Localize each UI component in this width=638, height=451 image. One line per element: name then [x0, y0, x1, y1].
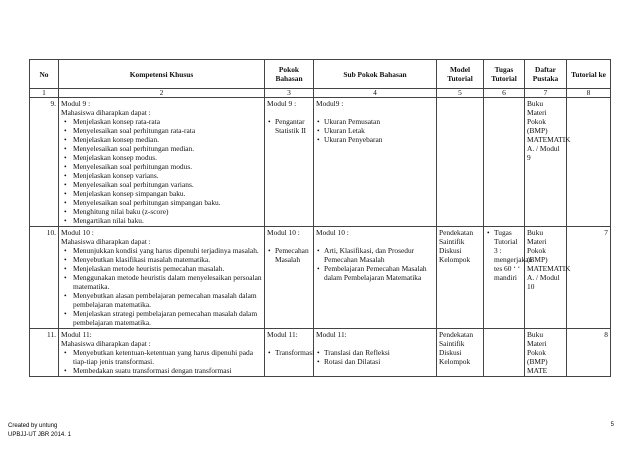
list-item: • Ukuran Penyebaran: [324, 135, 434, 144]
pokok-bahasan-cell: [265, 329, 314, 377]
index-row: [30, 89, 611, 98]
module-title: Modul 9 :: [267, 99, 297, 108]
list-item: • Menyelesaikan soal perhitungan modus.: [73, 162, 262, 171]
list-item: • Menyelesaikan soal perhitungan rata-rata: [73, 126, 262, 135]
header-no: No: [30, 60, 59, 89]
list-item: • Menyebutkan alasan pembelajaran pemecahan masalah dalam pembelajaran matematika.: [73, 291, 262, 309]
index-cell: 1: [30, 89, 59, 98]
sub-pokok-list: [316, 348, 434, 366]
tugas-list: [486, 228, 533, 282]
index-cell: 3: [265, 89, 314, 98]
module-intro: Mahasiswa diharapkan dapat :: [61, 237, 151, 246]
list-item: • Menyebutkan ketentuan-ketentuan yang harus dipenuhi pada tiap-tiap jenis transformasi.: [73, 348, 262, 366]
row-number: 10.: [30, 227, 59, 329]
pokok-bahasan-list: [267, 117, 311, 135]
module-intro: Mahasiswa diharapkan dapat :: [61, 339, 151, 348]
list-item: • Menjelaskan konsep simpangan baku.: [73, 189, 262, 198]
list-item: • Menunjukkan kondisi yang harus dipenuhi terjadinya masalah.: [73, 246, 262, 255]
tugas-cell: [484, 98, 525, 227]
list-item: • Menyebutkan klasifikasi masalah matematika.: [73, 255, 262, 264]
model-cell: [437, 98, 484, 227]
pustaka-cell: Buku Materi Pokok (BMP) MATEMATIK A. / Modul 9: [525, 98, 567, 227]
footer-author: Created by untung: [8, 423, 58, 429]
index-cell: 7: [525, 89, 567, 98]
list-item: • Menjelaskan strategi pembelajaran pemecahan masalah dalam pembelajaran matematika.: [73, 309, 262, 327]
pokok-bahasan-cell: [265, 98, 314, 227]
model-cell: Pendekatan Saintifik Diskusi Kelompok: [437, 329, 484, 377]
list-item: • Menyelesaikan soal perhitungan varians.: [73, 180, 262, 189]
list-item: • Arti, Klasifikasi, dan Prosedur Pemecahan Masalah: [324, 246, 434, 264]
header-row: [30, 60, 611, 89]
list-item: • Menjelaskan konsep rata-rata: [73, 117, 262, 126]
module-title: Modul 9 :: [61, 99, 91, 108]
header-pokok-bahasan: Pokok Bahasan: [265, 60, 314, 89]
list-item: • Translasi dan Refleksi: [324, 348, 434, 357]
tutorial-ke-cell: 8: [567, 329, 611, 377]
header-kompetensi: Kompetensi Khusus: [59, 60, 265, 89]
list-item: • Menyelesaikan soal perhitungan simpangan baku.: [73, 198, 262, 207]
list-item: • Ukuran Pemusatan: [324, 117, 434, 126]
sub-pokok-list: [316, 246, 434, 282]
list-item: • Menjelaskan konsep modus.: [73, 153, 262, 162]
header-tutorial-ke: Tutorial ke: [567, 60, 611, 89]
list-item: • Pengantar Statistik II: [275, 117, 311, 135]
table-row: [30, 329, 611, 377]
module-title: Modul 10 :: [267, 228, 300, 237]
module-title: Modul 11:: [267, 330, 298, 339]
kompetensi-cell: [59, 227, 265, 329]
tugas-cell: [484, 329, 525, 377]
list-item: • Menjelaskan konsep median.: [73, 135, 262, 144]
list-item: • Membedakan suatu transformasi dengan transformasi: [73, 366, 262, 375]
index-cell: 2: [59, 89, 265, 98]
row-number: 9.: [30, 98, 59, 227]
kompetensi-list: [61, 348, 262, 375]
table-row: [30, 227, 611, 329]
module-intro: Mahasiswa diharapkan dapat :: [61, 108, 151, 117]
index-cell: 5: [437, 89, 484, 98]
pustaka-cell: Buku Materi Pokok (BMP) MATEMATIK A. / Modul 10: [525, 227, 567, 329]
module-title: Modul 10 :: [316, 228, 349, 237]
list-item: • Menjelaskan konsep varians.: [73, 171, 262, 180]
row-number: 11.: [30, 329, 59, 377]
kompetensi-cell: [59, 98, 265, 227]
pokok-bahasan-list: [267, 348, 315, 357]
list-item: • Pembelajaran Pemecahan Masalah dalam Pembelajaran Matematika: [324, 264, 434, 282]
module-title: Modul 10 :: [61, 228, 94, 237]
header-sub-pokok-bahasan: Sub Pokok Bahasan: [314, 60, 437, 89]
list-item: • Menghitung nilai baku (z-score): [73, 207, 262, 216]
module-title: Modul 11:: [316, 330, 347, 339]
pokok-bahasan-cell: [265, 227, 314, 329]
page-number: 5: [610, 422, 614, 428]
kompetensi-list: [61, 117, 262, 225]
tugas-cell: [484, 227, 533, 329]
footer-office: UPBJJ-UT JBR 2014. 1: [8, 432, 71, 438]
kompetensi-cell: [59, 329, 265, 377]
header-daftar-pustaka: Daftar Pustaka: [525, 60, 567, 89]
list-item: • Menggunakan metode heuristis dalam menyelesaikan persoalan matematika.: [73, 273, 262, 291]
sub-pokok-bahasan-cell: [314, 329, 437, 377]
sub-pokok-list: [316, 117, 434, 144]
list-item: • Rotasi dan Dilatasi: [324, 357, 434, 366]
list-item: • Menyelesaikan soal perhitungan median.: [73, 144, 262, 153]
pokok-bahasan-list: [267, 246, 311, 264]
pustaka-cell: Buku Materi Pokok (BMP) MATE: [525, 329, 567, 377]
list-item: • Mengartikan nilai baku.: [73, 216, 262, 225]
list-item: • Pemecahan Masalah: [275, 246, 311, 264]
header-model-tutorial: Model Tutorial: [437, 60, 484, 89]
model-cell: Pendekatan Saintifik Diskusi Kelompok: [437, 227, 484, 329]
table-row: [30, 98, 611, 227]
sub-pokok-bahasan-cell: [314, 98, 437, 227]
index-cell: 4: [314, 89, 437, 98]
tutorial-ke-cell: [567, 98, 611, 227]
module-title: Modul 11:: [61, 330, 92, 339]
index-cell: 6: [484, 89, 525, 98]
header-tugas-tutorial: Tugas Tutorial: [484, 60, 525, 89]
kompetensi-list: [61, 246, 262, 327]
index-cell: 8: [567, 89, 611, 98]
module-title: Modul9 :: [316, 99, 344, 108]
list-item: • Tugas Tutorial 3 : mengerjakan tes 60 ‘ ‘ mandiri: [494, 228, 522, 282]
rat-table: [29, 59, 611, 377]
list-item: • Menjelaskan metode heuristis pemecahan masalah.: [73, 264, 262, 273]
list-item: • Ukuran Letak: [324, 126, 434, 135]
sub-pokok-bahasan-cell: [314, 227, 437, 329]
tutorial-ke-cell: 7: [567, 227, 611, 329]
list-item: • Transformasi: [275, 348, 311, 357]
